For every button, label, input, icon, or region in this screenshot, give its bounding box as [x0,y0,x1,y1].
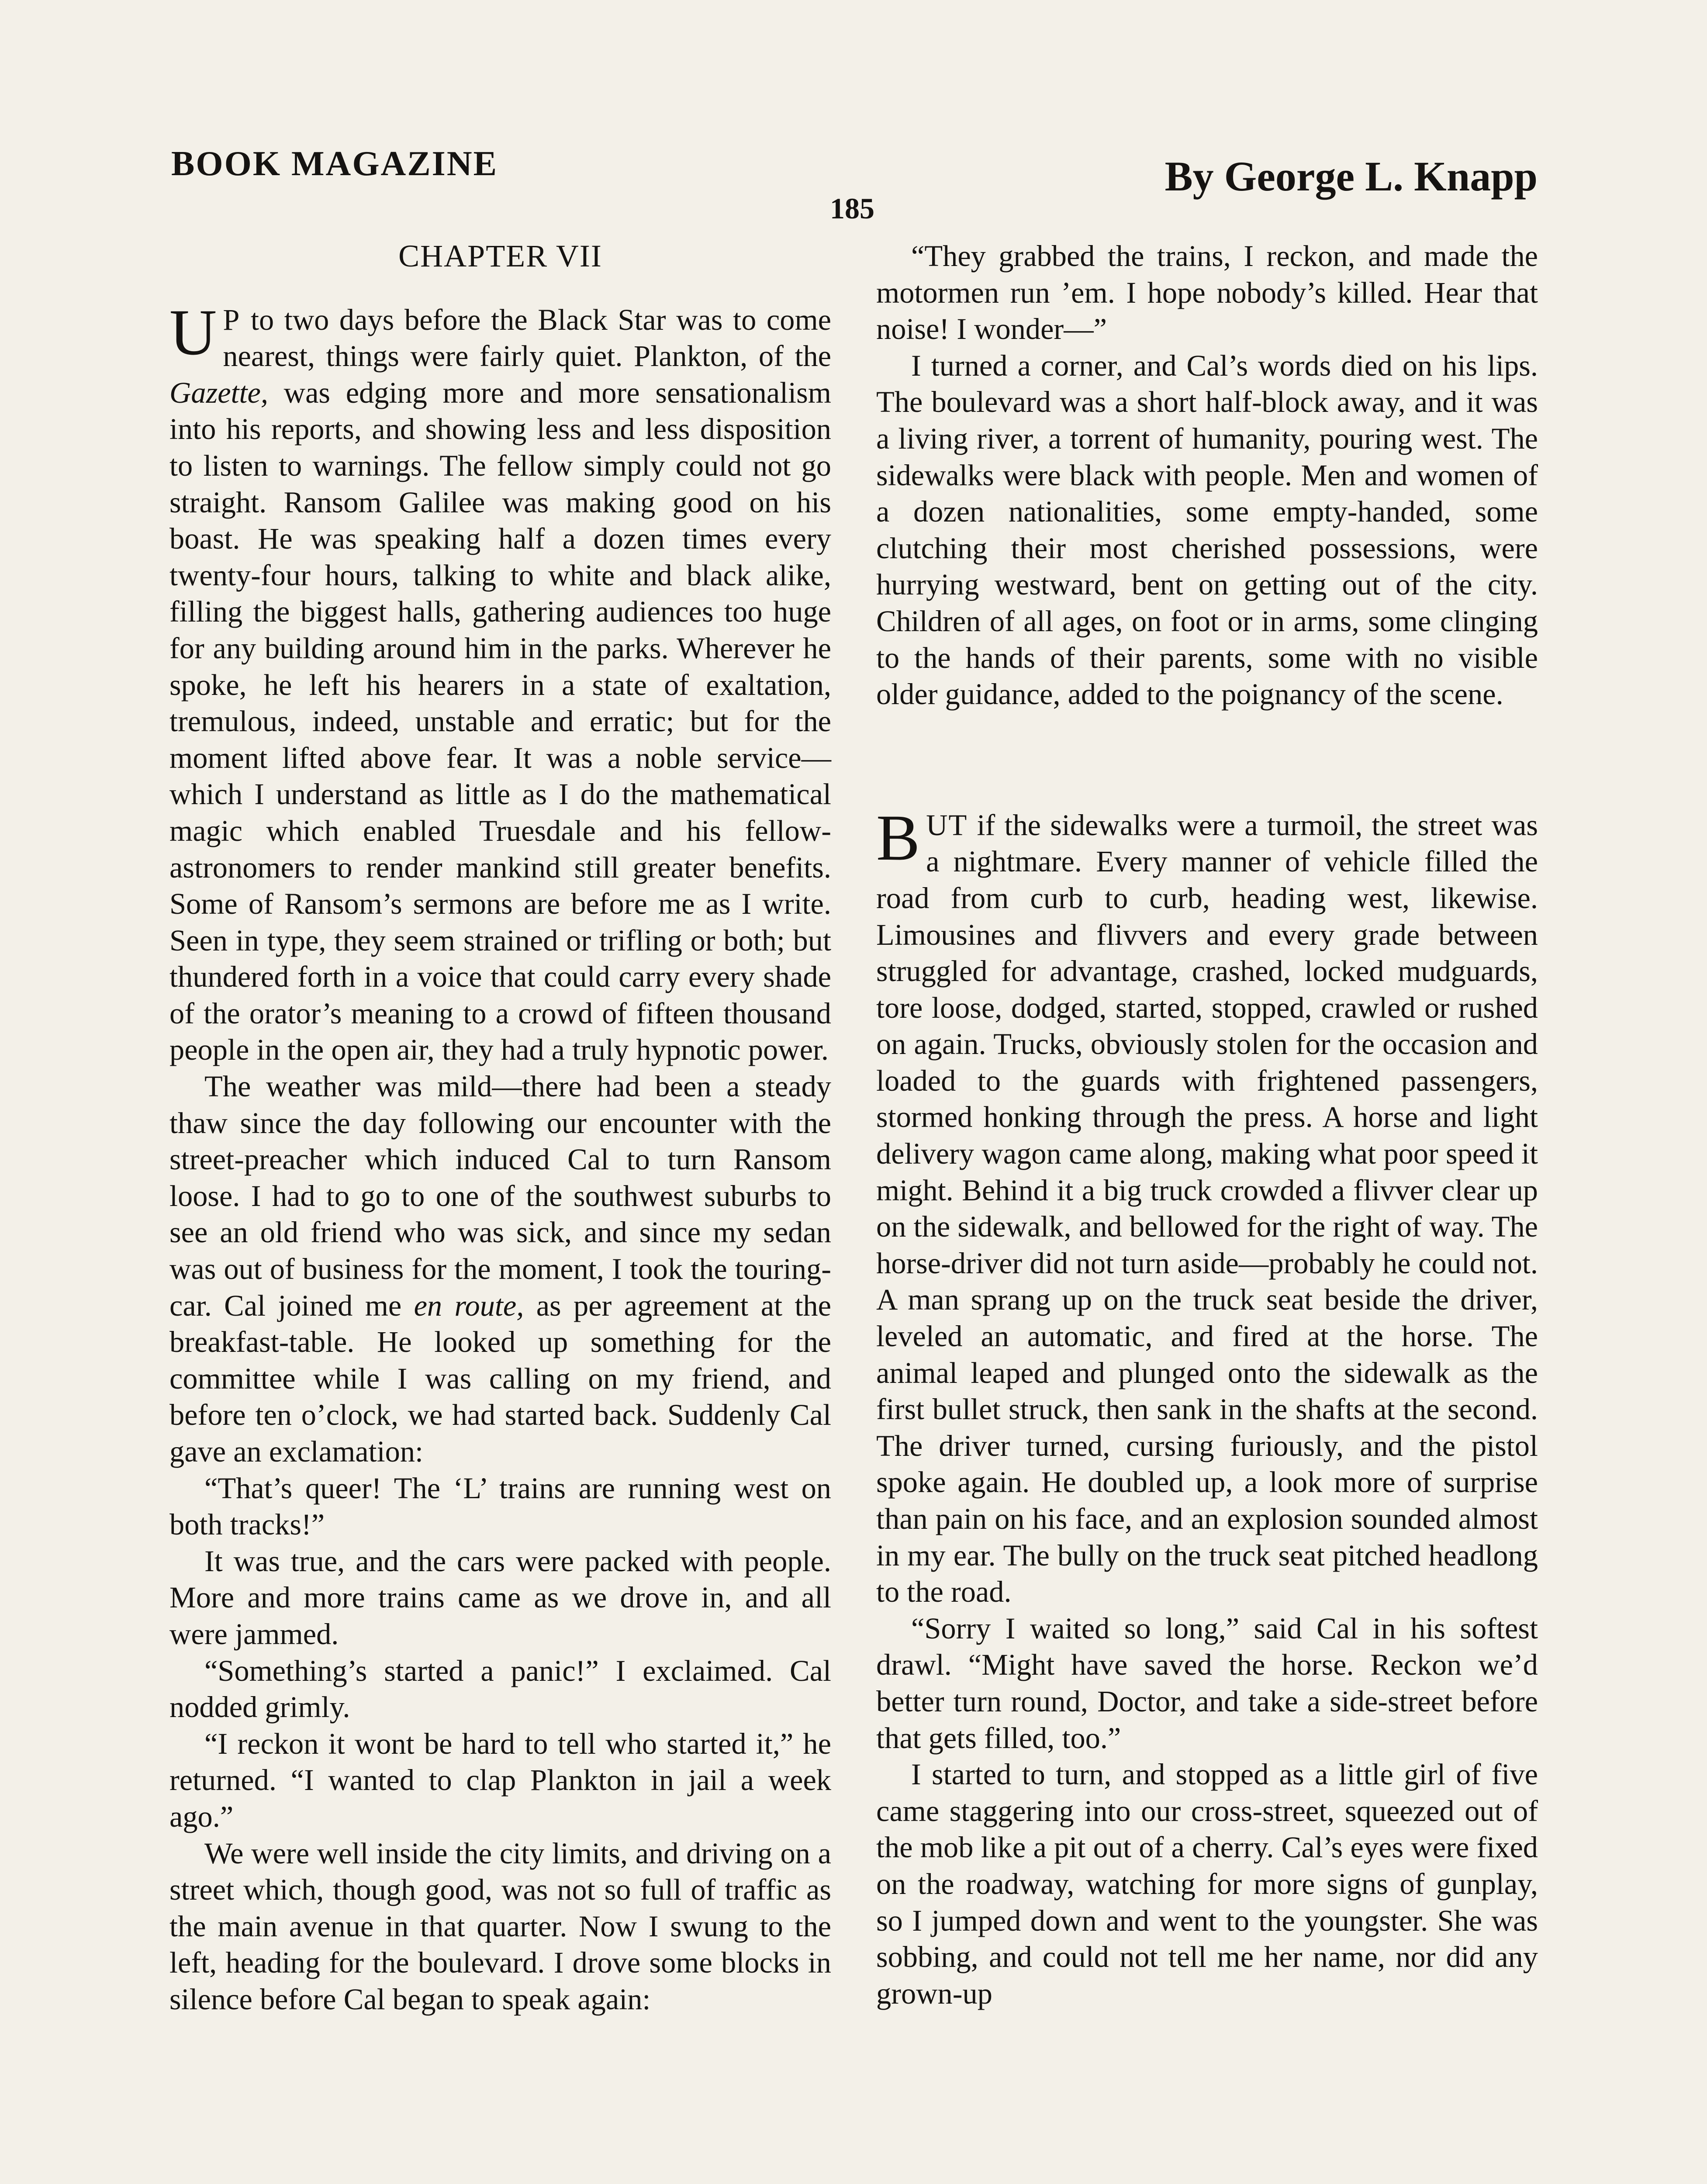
paragraph-text: The weather was mild—there had been a steady thaw since the day following our encounter with the street-preacher which induced Cal to turn Ransom loose. I had to go to one of the southwest suburbs to see an old friend who was sick, and since my sedan was out of business for the moment, I took the touring-car. Cal joined me [169,1070,831,1322]
paragraph-text: if the sidewalks were a turmoil, the street was a nightmare. Every manner of vehicle filled the road from curb to curb, heading west, likewise. Limousines and flivvers and every grade between struggled for advantage, crashed, locked mudguards, tore loose, dodged, started, stopped, crawled or rushed on again. Trucks, obviously stolen for the occasion and loaded to the guards with frightened passengers, stormed honking through the press. A horse and light delivery wagon came along, making what poor speed it might. Behind it a big truck crowded a flivver clear up on the sidewalk, and bellowed for the right of way. The horse-driver did not turn aside—probably he could not. A man sprang up on the truck seat beside the driver, leveled an automatic, and fired at the horse. The animal leaped and plunged onto the sidewalk as the first bullet struck, then sank in the shafts at the second. The driver turned, cursing furiously, and the pistol spoke again. He doubled up, a look more of surprise than pain on his face, and an explosion sounded almost in my ear. The bully on the truck seat pitched headlong to the road. [876,808,1538,1609]
small-caps-text: P [223,303,241,336]
page-number: 185 [830,192,874,225]
paragraph [169,1068,831,1470]
drop-cap: U [169,296,217,369]
paragraph-text: was edging more and more sensationalism into his reports, and showing less and less disposition to listen to warnings. The fellow simply could not go straight. Ransom Galilee was making good on his boast. He was speaking half a dozen times every twenty-four hours, talking to white and black alike, filling the biggest halls, gathering audiences too huge for any building around him in the parks. Wherever he spoke, he left his hearers in a state of exaltation, tremulous, indeed, unstable and erratic; but for the moment lifted above fear. It was a noble service—which I understand as little as I do the mathematical magic which enabled Truesdale and his fellow-astronomers to render mankind still greater benefits. Some of Ransom’s sermons are before me as I write. Seen in type, they seem strained or trifling or both; but thundered forth in a voice that could carry every shade of the orator’s meaning to a crowd of fifteen thousand people in the open air, they had a truly hypnotic power. [169,376,831,1067]
paragraph: It was true, and the cars were packed with people. More and more trains came as we drove in, and all were jammed. [169,1544,831,1651]
paragraph-text: as per agreement at the breakfast-table. He looked up something for the committee while I was calling on my friend, and before ten o’clock, we had started back. Suddenly Cal gave an exclamation: [169,1289,831,1468]
paragraph: “Sorry I waited so long,” said Cal in his softest drawl. “Might have saved the horse. Reckon we’d better turn round, Doctor, and take a side-street before that gets filled, too.” [876,1611,1538,1755]
right-column [876,238,1538,2012]
paragraph: I started to turn, and stopped as a little girl of five came staggering into our cross-street, squeezed out of the mob like a pit out of a cherry. Cal’s eyes were fixed on the roadway, watching for more signs of gunplay, so I jumped down and went to the youngster. She was sobbing, and could not tell me her name, nor did any grown-up [876,1758,1538,2010]
magazine-title: BOOK MAGAZINE [171,145,498,183]
italic-text: Gazette, [169,376,269,409]
small-caps-text: UT [926,808,968,842]
paragraph-text: to two days before the Black Star was to come nearest, things were fairly quiet. Plankton, of the [223,303,831,373]
paragraph: I turned a corner, and Cal’s words died on his lips. The boulevard was a short half-block away, and it was a living river, a torrent of humanity, pouring west. The sidewalks were black with people. Men and women of a dozen nationalities, some empty-handed, some clutching their most cherished possessions, were hurrying westward, bent on getting out of the city. Children of all ages, on foot or in arms, some clinging to the hands of their parents, some with no visible older guidance, added to the poignancy of the scene. [876,349,1538,711]
paragraph: We were well inside the city limits, and driving on a street which, though good, was not so full of traffic as the main avenue in that quarter. Now I swung to the left, heading for the boulevard. I drove some blocks in silence before Cal began to speak again: [169,1836,831,2016]
left-column [169,238,831,2018]
italic-text: en route, [414,1289,524,1322]
paragraph: “I reckon it wont be hard to tell who started it,” he returned. “I wanted to clap Plankton in jail a week ago.” [169,1727,831,1833]
author-byline: By George L. Knapp [1164,153,1538,200]
paragraph [876,801,1538,1610]
drop-cap: B [876,801,920,874]
paragraph: “Something’s started a panic!” I exclaimed. Cal nodded grimly. [169,1654,831,1724]
paragraph [169,296,831,1068]
paragraph: “They grabbed the trains, I reckon, and made the motormen run ’em. I hope nobody’s killed. Hear that noise! I wonder—” [876,239,1538,346]
chapter-heading: CHAPTER VII [398,238,602,273]
paragraph: “That’s queer! The ‘L’ trains are running west on both tracks!” [169,1471,831,1541]
